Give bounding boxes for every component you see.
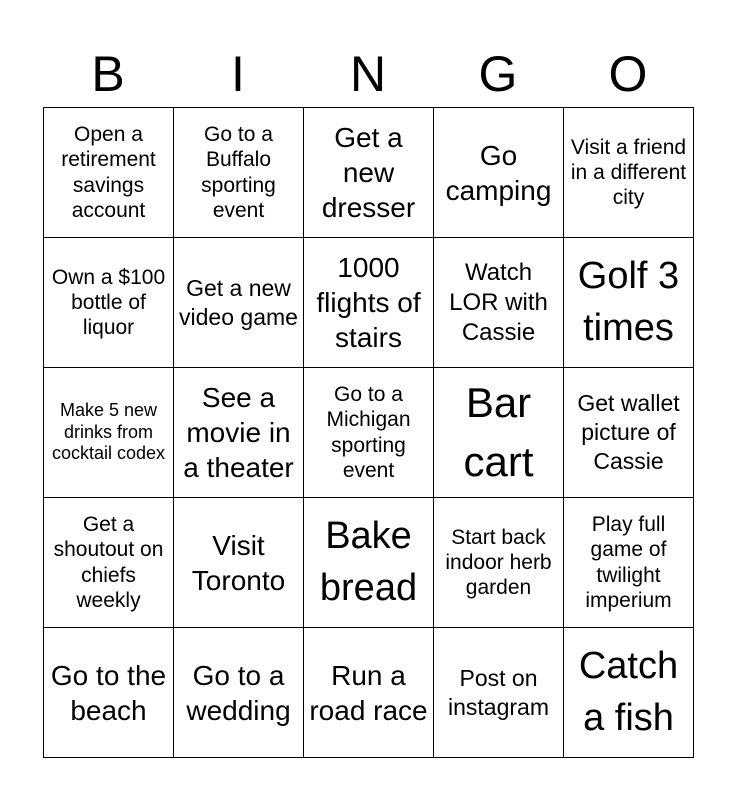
header-letter-n: N: [349, 46, 387, 102]
bingo-header: [43, 40, 693, 108]
bingo-cell[interactable]: Get a new video game: [174, 238, 304, 368]
board-row: [44, 628, 694, 758]
bingo-cell[interactable]: Run a road race: [304, 628, 434, 758]
bingo-cell[interactable]: Play full game of twilight imperium: [564, 498, 694, 628]
bingo-cell[interactable]: Go to the beach: [44, 628, 174, 758]
board-row: [44, 498, 694, 628]
bingo-cell[interactable]: Go camping: [434, 108, 564, 238]
bingo-cell[interactable]: See a movie in a theater: [174, 368, 304, 498]
bingo-cell[interactable]: Make 5 new drinks from cocktail codex: [44, 368, 174, 498]
bingo-cell[interactable]: Visit a friend in a different city: [564, 108, 694, 238]
header-letter-g: G: [478, 46, 518, 102]
bingo-cell[interactable]: Go to a Buffalo sporting event: [174, 108, 304, 238]
bingo-cell[interactable]: Get a new dresser: [304, 108, 434, 238]
bingo-board: [43, 107, 694, 758]
bingo-cell[interactable]: Own a $100 bottle of liquor: [44, 238, 174, 368]
board-row: [44, 238, 694, 368]
bingo-cell[interactable]: Open a retirement savings account: [44, 108, 174, 238]
bingo-cell[interactable]: Get wallet picture of Cassie: [564, 368, 694, 498]
header-letter-i: I: [231, 46, 245, 102]
bingo-cell[interactable]: Bar cart: [434, 368, 564, 498]
board-row: [44, 368, 694, 498]
bingo-cell[interactable]: Watch LOR with Cassie: [434, 238, 564, 368]
bingo-cell[interactable]: Go to a Michigan sporting event: [304, 368, 434, 498]
bingo-cell[interactable]: Start back indoor herb garden: [434, 498, 564, 628]
bingo-cell[interactable]: 1000 flights of stairs: [304, 238, 434, 368]
bingo-cell[interactable]: Post on instagram: [434, 628, 564, 758]
header-letter-b: B: [91, 46, 125, 102]
board-row: [44, 108, 694, 238]
bingo-cell[interactable]: Bake bread: [304, 498, 434, 628]
header-letter-o: O: [608, 46, 648, 102]
bingo-cell[interactable]: Go to a wedding: [174, 628, 304, 758]
bingo-cell[interactable]: Get a shoutout on chiefs weekly: [44, 498, 174, 628]
bingo-cell[interactable]: Visit Toronto: [174, 498, 304, 628]
bingo-cell[interactable]: Golf 3 times: [564, 238, 694, 368]
bingo-cell[interactable]: Catch a fish: [564, 628, 694, 758]
